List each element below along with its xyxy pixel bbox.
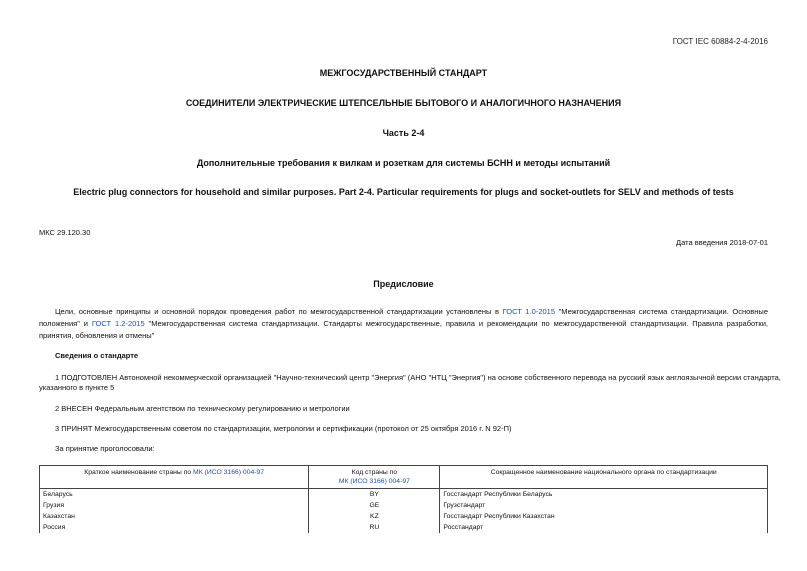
gost-1-2-link[interactable]: ГОСТ 1.2-2015 <box>91 319 145 328</box>
gost-1-0-link[interactable]: ГОСТ 1.0-2015 <box>502 307 556 316</box>
preface-text-c: "Межгосударственная система стандартизации. Стандарты межгосударственные, правила и рекомендации по межгосударственной стандартизации. Правила разработки, принятия, обновления и отмены" <box>39 319 768 340</box>
table-row <box>40 489 768 501</box>
voting-countries-table <box>39 465 768 533</box>
item-1-line-1: 1 ПОДГОТОВЛЕН Автономной некоммерческой организацией "Научно-технический центр "Энергия" (АНО "НТЦ "Энергия") на основе собственного перевода на русский язык англоязычной версии стандарта, <box>55 373 781 382</box>
item-3: 3 ПРИНЯТ Межгосударственным советом по стандартизации, метрологии и сертификации (протокол от 25 октября 2016 г. N 92-П) <box>55 424 512 433</box>
country-cell: Россия <box>40 522 309 533</box>
mk-iso-code-link[interactable]: МК (ИСО 3166) 004-97 <box>338 478 410 485</box>
code-cell: BY <box>309 489 440 501</box>
item-2: 2 ВНЕСЕН Федеральным агентством по техническому регулированию и метрологии <box>55 404 350 413</box>
preface-text-a: Цели, основные принципы и основной порядок проведения работ по межгосударственной стандартизации установлены в <box>55 307 503 316</box>
country-cell: Грузия <box>40 500 309 511</box>
code-cell: GE <box>309 500 440 511</box>
table-row <box>40 500 768 511</box>
column-header-code: Код страны по МК (ИСО 3166) 004-97 <box>309 466 440 489</box>
standard-subtitle-ru: Дополнительные требования к вилкам и розеткам для системы БСНН и методы испытаний <box>196 158 611 168</box>
code-cell: KZ <box>309 511 440 522</box>
standard-part: Часть 2-4 <box>382 128 425 138</box>
table-row <box>40 522 768 533</box>
standard-name-ru: СОЕДИНИТЕЛИ ЭЛЕКТРИЧЕСКИЕ ШТЕПСЕЛЬНЫЕ БЫТОВОГО И АНАЛОГИЧНОГО НАЗНАЧЕНИЯ <box>185 98 622 108</box>
column-header-country: Краткое наименование страны по МК (ИСО 3166) 004-97 <box>40 466 309 489</box>
body-cell: Госстандарт Республики Беларусь <box>440 489 768 501</box>
body-cell: Грузстандарт <box>440 500 768 511</box>
column-header-body: Сокращенное наименование национального органа по стандартизации <box>440 466 768 489</box>
standard-type-title: МЕЖГОСУДАРСТВЕННЫЙ СТАНДАРТ <box>319 68 488 78</box>
body-cell: Госстандарт Республики Казахстан <box>440 511 768 522</box>
preface-text-b: "Межгосударственная система стандартизации. Основные положения" и <box>39 307 768 328</box>
country-cell: Казахстан <box>40 511 309 522</box>
item-1-line-2: указанного в пункте 5 <box>39 383 115 392</box>
mk-iso-link[interactable]: МК (ИСО 3166) 004-97 <box>193 469 265 476</box>
code-cell: RU <box>309 522 440 533</box>
standard-info-heading: Сведения о стандарте <box>55 351 139 360</box>
intro-date: Дата введения 2018-07-01 <box>676 238 768 247</box>
country-cell: Беларусь <box>40 489 309 501</box>
body-cell: Росстандарт <box>440 522 768 533</box>
preface-title: Предисловие <box>373 279 434 289</box>
table-row <box>40 511 768 522</box>
preface-paragraph <box>39 306 768 342</box>
document-id: ГОСТ IEC 60884-2-4-2016 <box>672 37 768 46</box>
mks-code: МКС 29.120.30 <box>39 228 91 237</box>
voted-label: За принятие проголосовали: <box>55 444 155 453</box>
standard-name-en: Electric plug connectors for household and similar purposes. Part 2-4. Particular requirements for plugs and socket-outlets for SELV and methods of tests <box>73 187 734 197</box>
